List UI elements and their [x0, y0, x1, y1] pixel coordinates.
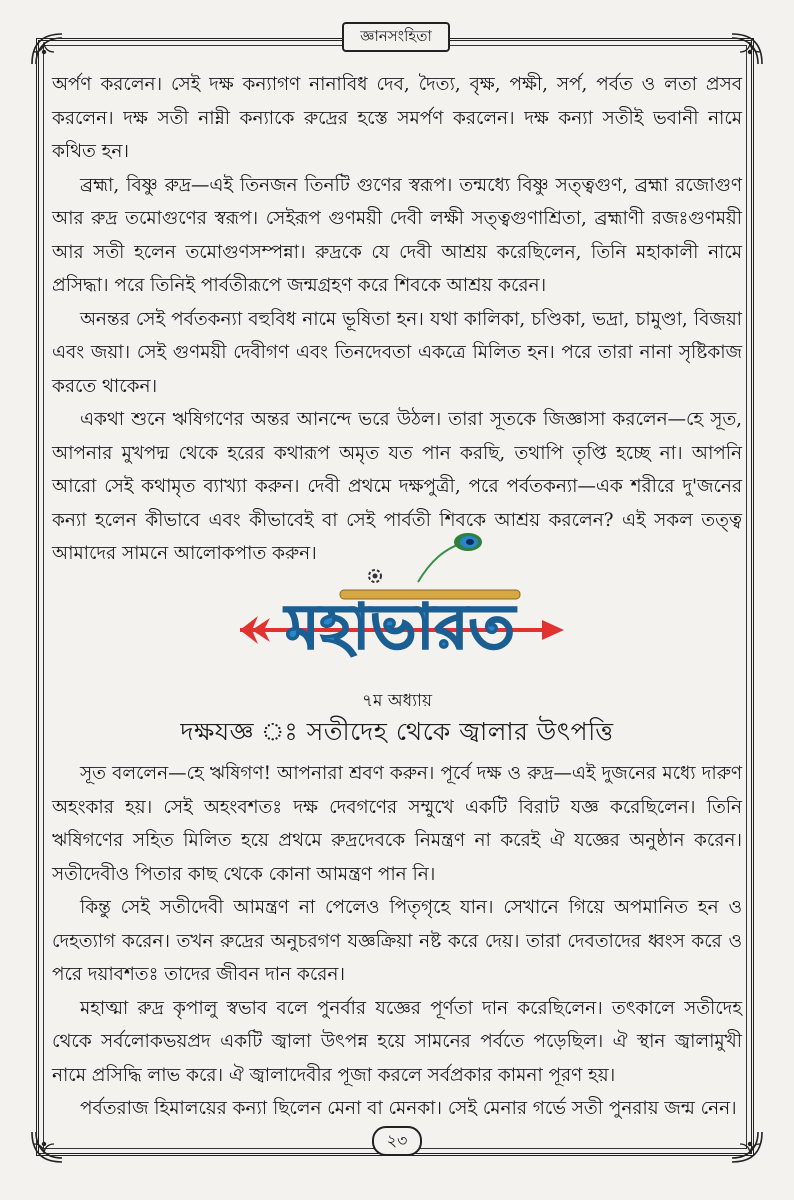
page-number-text: ২৩ [386, 1130, 408, 1150]
paragraph: একথা শুনে ঋষিগণের অন্তর আনন্দে ভরে উঠল। তারা সূতকে জিজ্ঞাসা করলেন—হে সূত, আপনার মুখপদ্ম থেকে হরের কথারূপ অমৃত যত পান করছি, তথাপি তৃপ্তি হচ্ছে না। আপনি আরো সেই কথামৃত ব্যাখ্যা করুন। দেবী প্রথমে দক্ষপুত্রী, পরে পর্বতকন্যা—এক শরীরে দু'জনের কন্যা হলেন কীভাবে এবং কীভাবেই বা সেই পার্বতী শিবকে আশ্রয় করলেন? এই সকল তত্ত্ব আমাদের সামনে আলোকপাত করুন। [52, 409, 742, 564]
paragraph: মহাত্মা রুদ্র কৃপালু স্বভাব বলে পুনর্বার যজ্ঞের পূর্ণতা দান করেছিলেন। তৎকালে সতীদেহ থেকে সর্বলোকভয়প্রদ একটি জ্বালা উৎপন্ন হয়ে সামনের পর্বতে পড়েছিল। ঐ স্থান জ্বালামুখী নামে প্রসিদ্ধি লাভ করে। ঐ জ্বালাদেবীর পূজা করলে সর্বপ্রকার কামনা পূরণ হয়। [52, 997, 742, 1086]
paragraph: পর্বতরাজ হিমালয়ের কন্যা ছিলেন মেনা বা মেনকা। সেই মেনার গর্ভে সতী পুনরায় জন্ম নেন। [80, 1098, 737, 1119]
chapter-number: ৭ম অধ্যায় [361, 691, 433, 711]
chapter-title: দক্ষযজ্ঞ ঃ সতীদেহ থেকে জ্বালার উৎপত্তি [180, 717, 614, 746]
paragraph: অনন্তর সেই পর্বতকন্যা বহুবিধ নামে ভূষিতা হন। যথা কালিকা, চণ্ডিকা, ভদ্রা, চামুণ্ডা, বিজয়া এবং জয়া। সেই গুণময়ী দেবীগণ এবং তিনদেবতা একত্রে মিলিত হন। পরে তারা নানা সৃষ্টিকাজ করতে থাকেন। [52, 308, 742, 397]
corner-ornament-icon [730, 1130, 764, 1164]
running-header [342, 22, 450, 52]
paragraph: ব্রহ্মা, বিষ্ণু রুদ্র—এই তিনজন তিনটি গুণের স্বরূপ। তন্মধ্যে বিষ্ণু সত্ত্বগুণ, ব্রহ্মা রজোগুণ আর রুদ্র তমোগুণের স্বরূপ। সেইরূপ গুণময়ী দেবী লক্ষী সত্ত্বগুণাশ্রিতা, ব্রহ্মাণী রজঃগুণময়ী আর সতী হলেন তমোগুণসম্পন্না। রুদ্রকে যে দেবী আশ্রয় করেছিলেন, তিনি মহাকালী নামে প্রসিদ্ধা। পরে তিনিই পার্বতীরূপে জন্মগ্রহণ করে শিবকে আশ্রয় করেন। [52, 174, 742, 296]
peacock-feather-icon [418, 533, 482, 582]
paragraph: অর্পণ করলেন। সেই দক্ষ কন্যাগণ নানাবিধ দেব, দৈত্য, বৃক্ষ, পক্ষী, সর্প, পর্বত ও লতা প্রসব করলেন। দক্ষ সতী নাম্নী কন্যাকে রুদ্রের হস্তে সমর্পণ করলেন। দক্ষ কন্যা সতীই ভবানী নামে কথিত হন। [52, 74, 742, 162]
corner-ornament-icon [30, 32, 64, 66]
corner-ornament-icon [30, 1130, 64, 1164]
flower-icon [369, 570, 381, 582]
logo-text: মহাভারত [285, 590, 515, 663]
paragraph: কিন্তু সেই সতীদেবী আমন্ত্রণ না পেলেও পিতৃগৃহে যান। সেখানে গিয়ে অপমানিত হন ও দেহত্যাগ করেন। তখন রুদ্রের অনুচরগণ যজ্ঞক্রিয়া নষ্ট করে দেয়। তারা দেবতাদের ধ্বংস করে ও পরে দয়াবশতঃ তাদের জীবন দান করেন। [52, 897, 742, 985]
paragraph: সূত বললেন—হে ঋষিগণ! আপনারা শ্রবণ করুন। পূর্বে দক্ষ ও রুদ্র—এই দুজনের মধ্যে দারুণ অহংকার হয়। সেই অহংবশতঃ দক্ষ দেবগণের সম্মুখে একটি বিরাট যজ্ঞ করেছিলেন। তিনি ঋষিগণের সহিত মিলিত হয়ে প্রথমে রুদ্রদেবকে নিমন্ত্রণ না করেই ঐ যজ্ঞের অনুষ্ঠান করেন। সতীদেবীও পিতার কাছ থেকে কোনা আমন্ত্রণ পান নি। [52, 763, 742, 885]
body-text-top [52, 68, 742, 571]
body-text-bottom [52, 757, 742, 1126]
corner-ornament-icon [730, 32, 764, 66]
mahabharat-logo [230, 530, 570, 680]
page-number [372, 1126, 422, 1156]
running-header-title: জ্ঞানসংহিতা [360, 26, 432, 45]
